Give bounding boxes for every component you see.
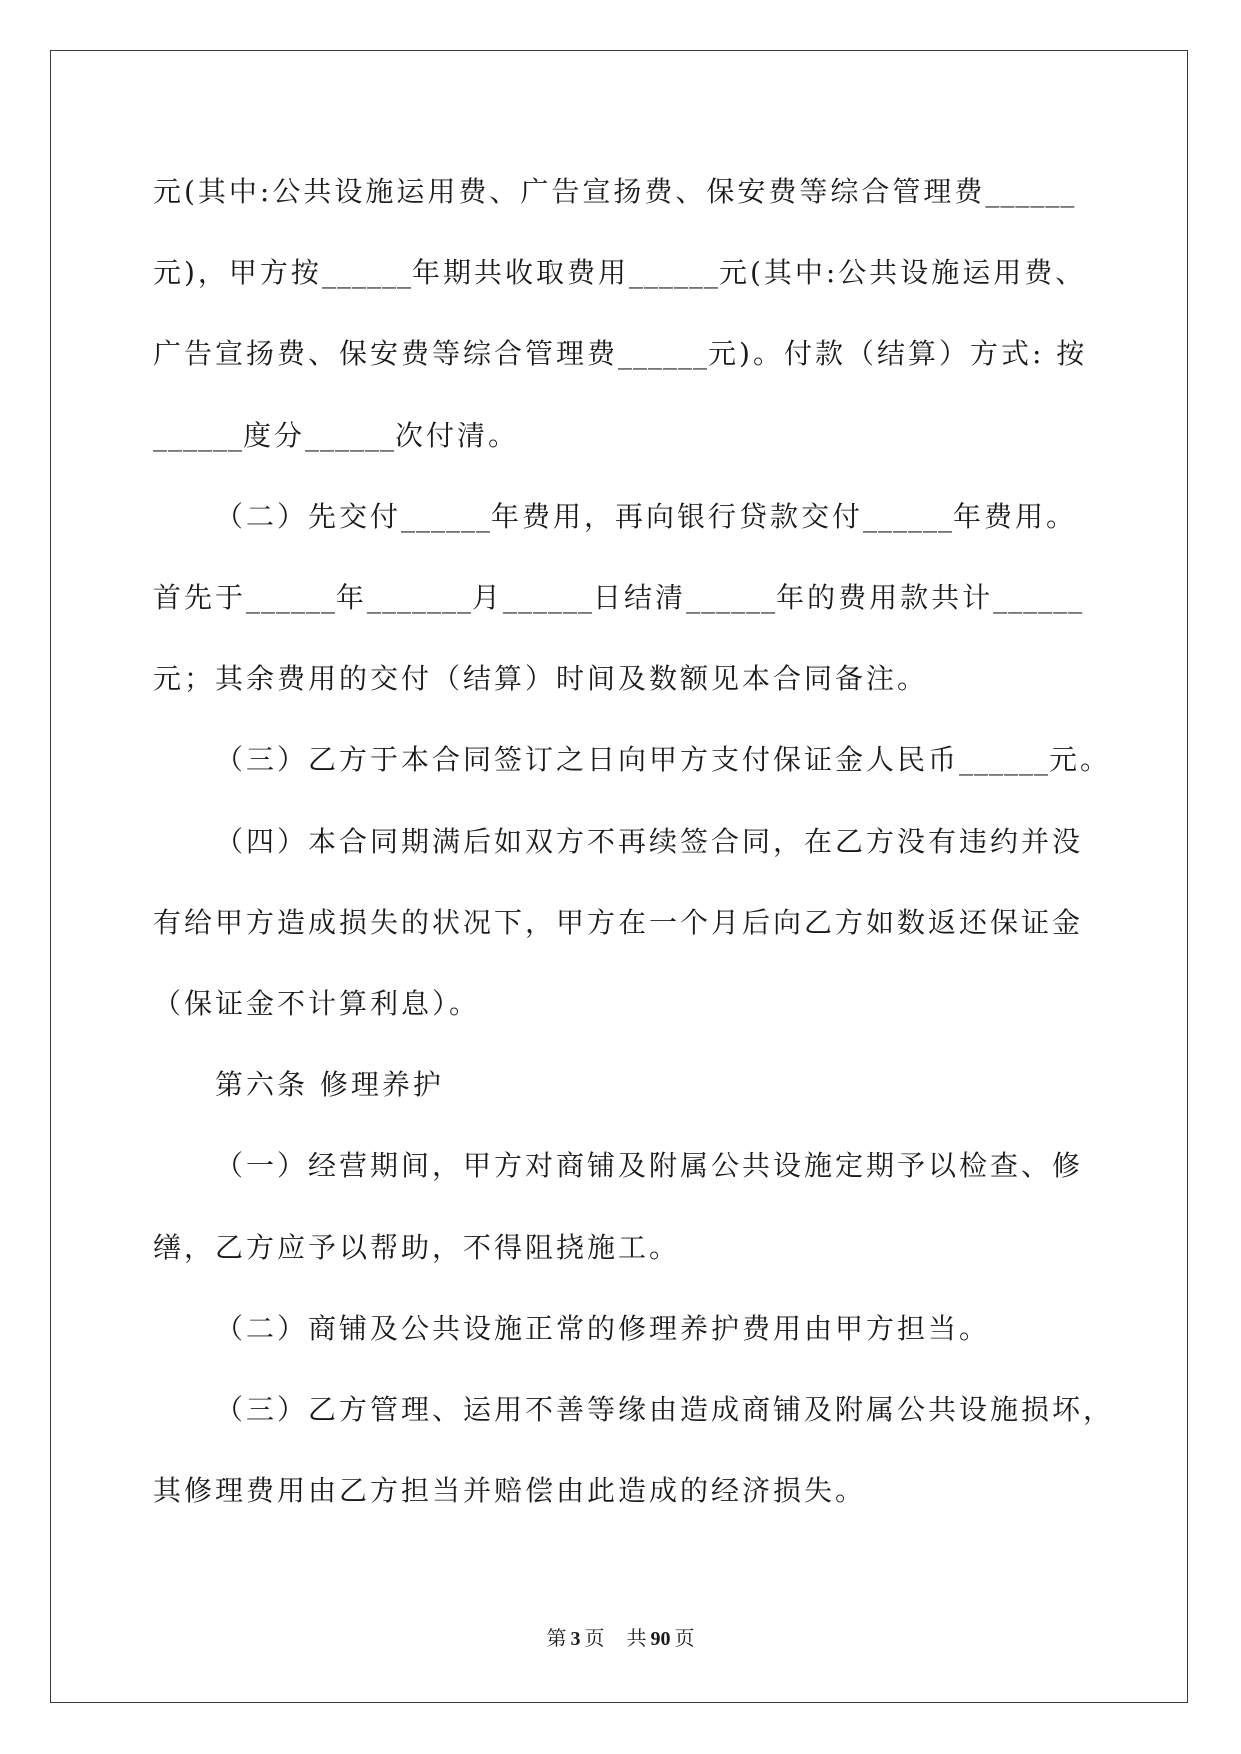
fill-in-blank: _______	[367, 581, 473, 614]
fill-in-blank: ______	[618, 337, 709, 370]
fill-in-blank: ______	[401, 500, 492, 533]
fill-in-blank: ______	[985, 175, 1076, 208]
fill-in-blank: ______	[503, 581, 594, 614]
paragraph-first-line: （三）乙方管理、运用不善等缘由造成商铺及附属公共设施损坏，	[215, 1393, 1115, 1426]
body-text-line: 元(其中:公共设施运用费、广告宣扬费、保安费等综合管理费______	[153, 175, 1076, 208]
paragraph-first-line: （二）先交付______年费用，再向银行贷款交付______年费用。	[215, 500, 1078, 533]
paragraph-first-line: （四）本合同期满后如双方不再续签合同，在乙方没有违约并没	[215, 825, 1084, 858]
total-pages-number: 90	[650, 1628, 671, 1650]
body-text-line: ______度分______次付清。	[153, 419, 520, 452]
body-text-line: 缮，乙方应予以帮助，不得阻挠施工。	[153, 1231, 681, 1264]
fill-in-blank: ______	[993, 581, 1084, 614]
body-text-line: 其修理费用由乙方担当并赔偿由此造成的经济损失。	[153, 1474, 867, 1507]
fill-in-blank: ______	[686, 581, 777, 614]
paragraph-first-line: （三）乙方于本合同签订之日向甲方支付保证金人民币______元。	[215, 743, 1112, 776]
fill-in-blank: ______	[628, 256, 719, 289]
page-number-suffix: 页	[584, 1628, 605, 1650]
page-footer	[0, 1625, 1241, 1653]
fill-in-blank: ______	[959, 743, 1050, 776]
current-page-number: 3	[570, 1628, 581, 1650]
body-text-line: 元)，甲方按______年期共收取费用______元(其中:公共设施运用费、	[153, 256, 1087, 289]
body-text-line: 有给甲方造成损失的状况下，甲方在一个月后向乙方如数返还保证金	[153, 906, 1084, 939]
page-border	[50, 50, 1188, 1703]
body-text-line: 元；其余费用的交付（结算）时间及数额见本合同备注。	[153, 662, 929, 695]
paragraph-first-line: （一）经营期间，甲方对商铺及附属公共设施定期予以检查、修	[215, 1149, 1084, 1182]
body-text-line: 首先于______年_______月______日结清______年的费用款共计______	[153, 581, 1084, 614]
fill-in-blank: ______	[863, 500, 954, 533]
total-pages-suffix: 页	[674, 1628, 695, 1650]
body-text-line: （保证金不计算利息）。	[153, 987, 481, 1020]
body-text-line: 广告宣扬费、保安费等综合管理费______元)。付款（结算）方式: 按	[153, 337, 1088, 370]
fill-in-blank: ______	[153, 419, 243, 452]
fill-in-blank: ______	[321, 256, 412, 289]
section-heading: 第六条 修理养护	[215, 1068, 444, 1101]
fill-in-blank: ______	[246, 581, 337, 614]
page-number-prefix: 第	[546, 1628, 567, 1650]
total-pages-prefix: 共	[626, 1628, 647, 1650]
fill-in-blank: ______	[305, 419, 396, 452]
paragraph-first-line: （二）商铺及公共设施正常的修理养护费用由甲方担当。	[215, 1312, 991, 1345]
